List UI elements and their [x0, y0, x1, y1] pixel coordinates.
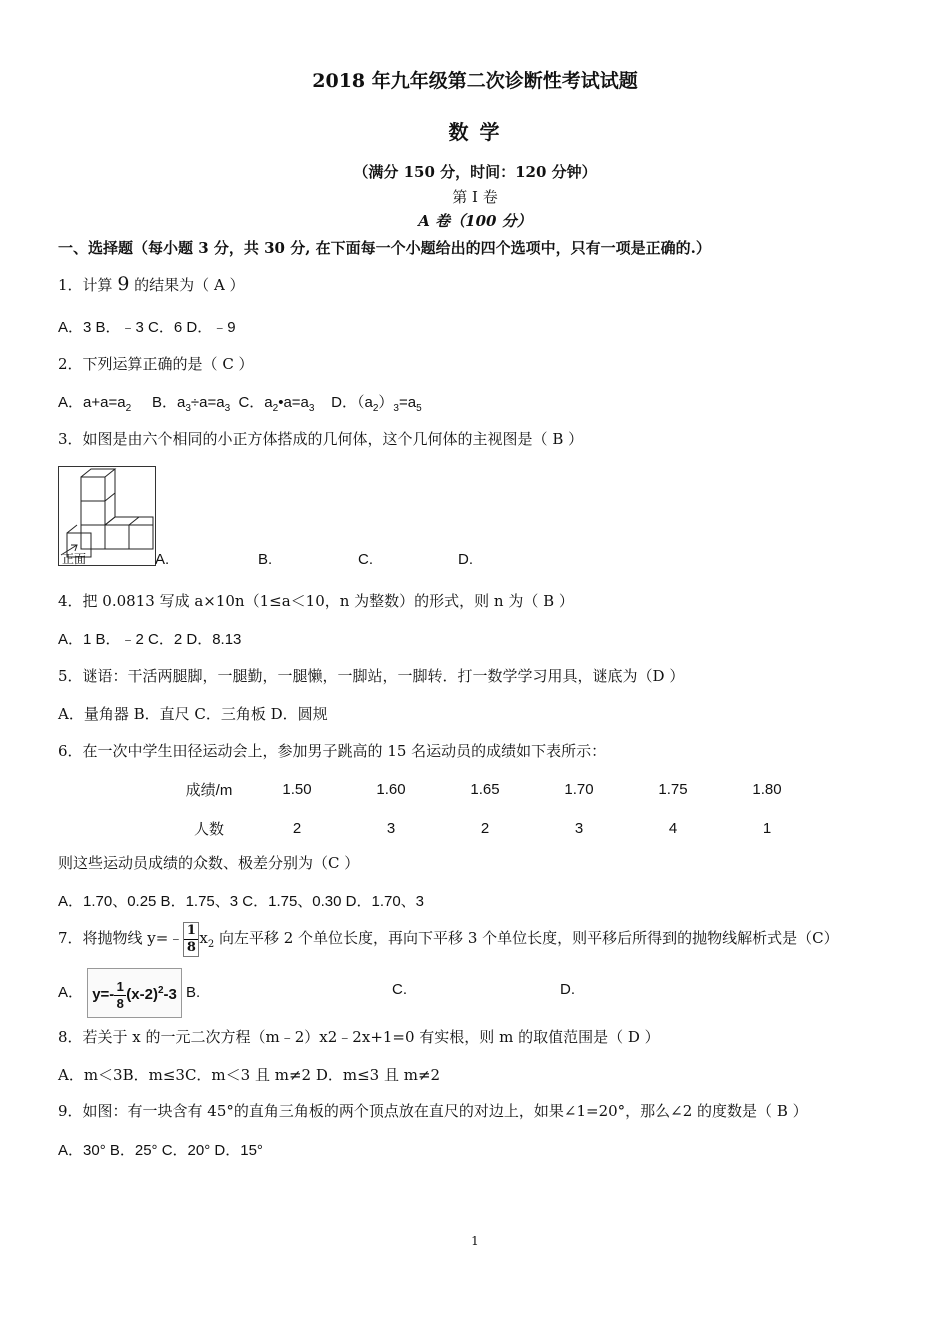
- question-7-option-c: C.: [392, 981, 407, 998]
- score-row-header: 成绩/m: [185, 782, 233, 799]
- score-cell: 1.70: [564, 781, 594, 798]
- question-1-options: A．3 B．﹣3 C．6 D．﹣9: [58, 319, 236, 336]
- question-8-options: A．m＜3B．m≤3C．m＜3 且 m≠2 D．m≤3 且 m≠2: [58, 1066, 441, 1084]
- sqrt-nine: 9: [117, 273, 130, 295]
- question-6-stem: 6．在一次中学生田径运动会上，参加男子跳高的 15 名运动员的成绩如下表所示：: [58, 742, 607, 760]
- question-8-stem: 8．若关于 x 的一元二次方程（m﹣2）x2﹣2x+1=0 有实根，则 m 的取值范围是（ D ）: [58, 1028, 660, 1046]
- fraction-one-eighth: $\frac{1}{8}$: [183, 922, 199, 957]
- score-row: [168, 770, 814, 809]
- page-number: 1: [471, 1234, 479, 1248]
- score-table: [168, 770, 814, 848]
- question-7-option-d: D.: [560, 981, 575, 998]
- question-2-stem: 2．下列运算正确的是（ C ）: [58, 355, 254, 373]
- count-row: [168, 809, 814, 848]
- question-9-stem: 9．如图：有一块含有 45°的直角三角板的两个顶点放在直尺的对边上，如果∠1=20°，那么∠2 的度数是（ B ）: [58, 1102, 808, 1120]
- part-label: A 卷（100 分）: [418, 212, 532, 230]
- question-3-option-a: A.: [155, 551, 170, 568]
- count-cell: 2: [480, 820, 490, 837]
- question-3-option-b: B.: [258, 551, 273, 568]
- count-row-header: 人数: [193, 821, 224, 838]
- question-9-options: A．30° B．25° C．20° D．15°: [58, 1142, 263, 1159]
- score-cell: 1.65: [470, 781, 500, 798]
- score-cell: 1.80: [752, 781, 782, 798]
- count-cell: 4: [668, 820, 678, 837]
- question-2-options: A．$a+a=a_2$ B．$a_3\div a=a_3$ C．$a_2•a=a_3$ D．$(a_2)_3=a_5$: [58, 394, 422, 414]
- volume-label: 第 I 卷: [452, 188, 498, 206]
- count-cell: 1: [762, 820, 772, 837]
- score-cell: 1.75: [658, 781, 688, 798]
- score-cell: 1.50: [282, 781, 312, 798]
- question-3-option-d: D.: [458, 551, 473, 568]
- front-view-label: 正面: [62, 552, 87, 566]
- section-title-choice: 一、选择题（每小题 3 分，共 30 分, 在下面每一个小题给出的四个选项中，只有一项是正确的.）: [58, 239, 711, 257]
- question-1-stem: 1．计算 9 的结果为（ A ）: [58, 273, 245, 295]
- question-3-stem: 3．如图是由六个相同的小正方体搭成的几何体，这个几何体的主视图是（ B ）: [58, 430, 584, 448]
- subject-title: 数 学: [448, 120, 502, 144]
- question-6-options: A．1.70、0.25 B．1.75、3 C．1.75、0.30 D．1.70、3: [58, 893, 425, 910]
- question-6-follow: 则这些运动员成绩的众数、极差分别为（C ）: [58, 854, 360, 872]
- count-cell: 2: [292, 820, 302, 837]
- question-4-stem: 4．把 0.0813 写成 a×10n（1≤a＜10，n 为整数）的形式，则 n 为（ B ）: [58, 592, 574, 610]
- question-7-stem: 7．将抛物线 y=﹣ $\frac{1}{8}$ $x_2$ 向左平移 2 个单位长度，再向下平移 3 个单位长度，则平移后所得到的抛物线解析式是（C）: [58, 922, 839, 955]
- question-5-stem: 5．谜语：干活两腿脚，一腿勤，一腿懒，一脚站，一脚转．打一数学学习用具，谜底为（D ）: [58, 667, 685, 685]
- cube-figure: [58, 466, 156, 566]
- question-7-options: A． y=- $\frac{1}{8}$ $(x-2)^2-3$ B.: [58, 968, 200, 1018]
- question-5-options: A．量角器 B．直尺 C．三角板 D．圆规: [58, 705, 328, 723]
- question-3-option-c: C.: [358, 551, 373, 568]
- question-4-options: A．1 B．﹣2 C．2 D．8.13: [58, 631, 242, 648]
- score-cell: 1.60: [376, 781, 406, 798]
- count-cell: 3: [386, 820, 396, 837]
- count-cell: 3: [574, 820, 584, 837]
- exam-title: 2018 年九年级第二次诊断性考试试题: [312, 70, 638, 92]
- option-a-formula: y=- $\frac{1}{8}$ $(x-2)^2-3$: [87, 968, 182, 1018]
- score-time-note: （满分 150 分，时间：120 分钟）: [353, 163, 597, 181]
